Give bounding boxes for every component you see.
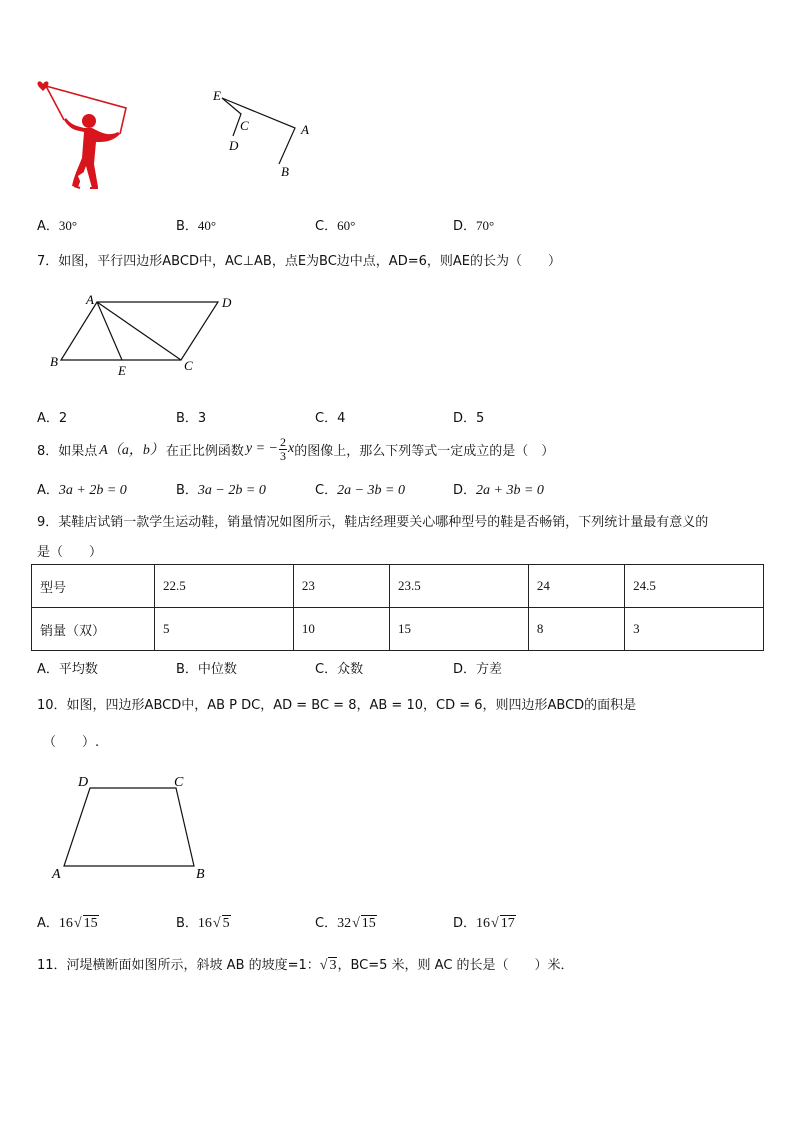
trapezoid-figure	[48, 770, 218, 882]
q7-option-c[interactable]: C．4	[315, 411, 346, 426]
q6-option-b[interactable]: B．40°	[176, 218, 217, 234]
label-d: D	[78, 775, 89, 790]
label-c: C	[240, 118, 249, 133]
q10-option-a[interactable]: A．16√ 15	[37, 916, 98, 931]
q10-question: 10．如图，四边形ABCD中，AB P DC，AD = BC = 8，AB = 10，CD = 6，则四边形ABCD的面积是	[37, 698, 637, 713]
q11-question: 11．河堤横断面如图所示，斜坡 AB 的坡度=1：√ 3，BC=5 米，则 AC 的长是（ ）米．	[37, 958, 574, 973]
label-e: E	[213, 88, 221, 103]
label-c: C	[174, 775, 184, 790]
table-cell: 24	[528, 565, 624, 608]
label-d: D	[229, 138, 239, 153]
label-c: C	[184, 358, 193, 373]
q6-option-a[interactable]: A．30°	[37, 218, 78, 234]
label-d: D	[222, 295, 232, 310]
table-cell: 15	[390, 608, 529, 651]
table-cell: 型号	[32, 565, 155, 608]
table-cell: 10	[293, 608, 389, 651]
sales-table	[31, 564, 764, 651]
table-cell: 5	[155, 608, 294, 651]
q10-option-c[interactable]: C．32√ 15	[315, 916, 376, 931]
q10-option-b[interactable]: B．16√ 5	[176, 916, 230, 931]
table-row	[32, 565, 764, 608]
q9-option-c[interactable]: C．众数	[315, 662, 364, 677]
q8-question: 8． 如果点 A（a，b） 在正比例函数 y = − $\frac{2}{3}$ x 的图像上，那么下列等式一定成立的是（ ）	[37, 434, 555, 463]
q6-option-d[interactable]: D．70°	[453, 218, 495, 234]
table-cell: 销量（双）	[32, 608, 155, 651]
q9-option-d[interactable]: D．方差	[453, 662, 503, 677]
q8-option-b[interactable]: B．3a − 2b = 0	[176, 483, 266, 498]
angle-figure-eacdb	[205, 86, 315, 182]
q8-option-d[interactable]: D．2a + 3b = 0	[453, 483, 544, 498]
label-e: E	[118, 363, 126, 378]
table-cell: 23	[293, 565, 389, 608]
label-b: B	[281, 164, 289, 179]
q10-question-line2: （ ）.	[43, 735, 100, 750]
rope-skipper-figure	[34, 76, 134, 196]
table-cell: 23.5	[390, 565, 529, 608]
parallelogram-figure	[46, 290, 246, 380]
q7-option-b[interactable]: B．3	[176, 411, 207, 426]
q8-option-a[interactable]: A．3a + 2b = 0	[37, 483, 127, 498]
q9-question-line2: 是（ ）	[37, 545, 103, 560]
label-a: A	[301, 122, 309, 137]
table-cell: 22.5	[155, 565, 294, 608]
label-b: B	[50, 354, 58, 369]
q7-option-d[interactable]: D．5	[453, 411, 485, 426]
label-b: B	[196, 867, 205, 882]
q9-option-b[interactable]: B．中位数	[176, 662, 237, 677]
q7-option-a[interactable]: A．2	[37, 411, 68, 426]
table-row	[32, 608, 764, 651]
q6-option-c[interactable]: C．60°	[315, 218, 356, 234]
table-cell: 3	[625, 608, 764, 651]
q9-question-line1: 9．某鞋店试销一款学生运动鞋，销量情况如图所示，鞋店经理要关心哪种型号的鞋是否畅销，下列统计量最有意义的	[37, 515, 709, 530]
label-a: A	[86, 292, 94, 307]
q8-option-c[interactable]: C．2a − 3b = 0	[315, 483, 405, 498]
label-a: A	[52, 867, 61, 882]
q9-option-a[interactable]: A．平均数	[37, 662, 98, 677]
q10-option-d[interactable]: D．16√ 17	[453, 916, 515, 931]
q7-question: 7．如图，平行四边形ABCD中，AC⊥AB，点E为BC边中点，AD=6，则AE的长为（ ）	[37, 254, 561, 269]
table-cell: 8	[528, 608, 624, 651]
table-cell: 24.5	[625, 565, 764, 608]
